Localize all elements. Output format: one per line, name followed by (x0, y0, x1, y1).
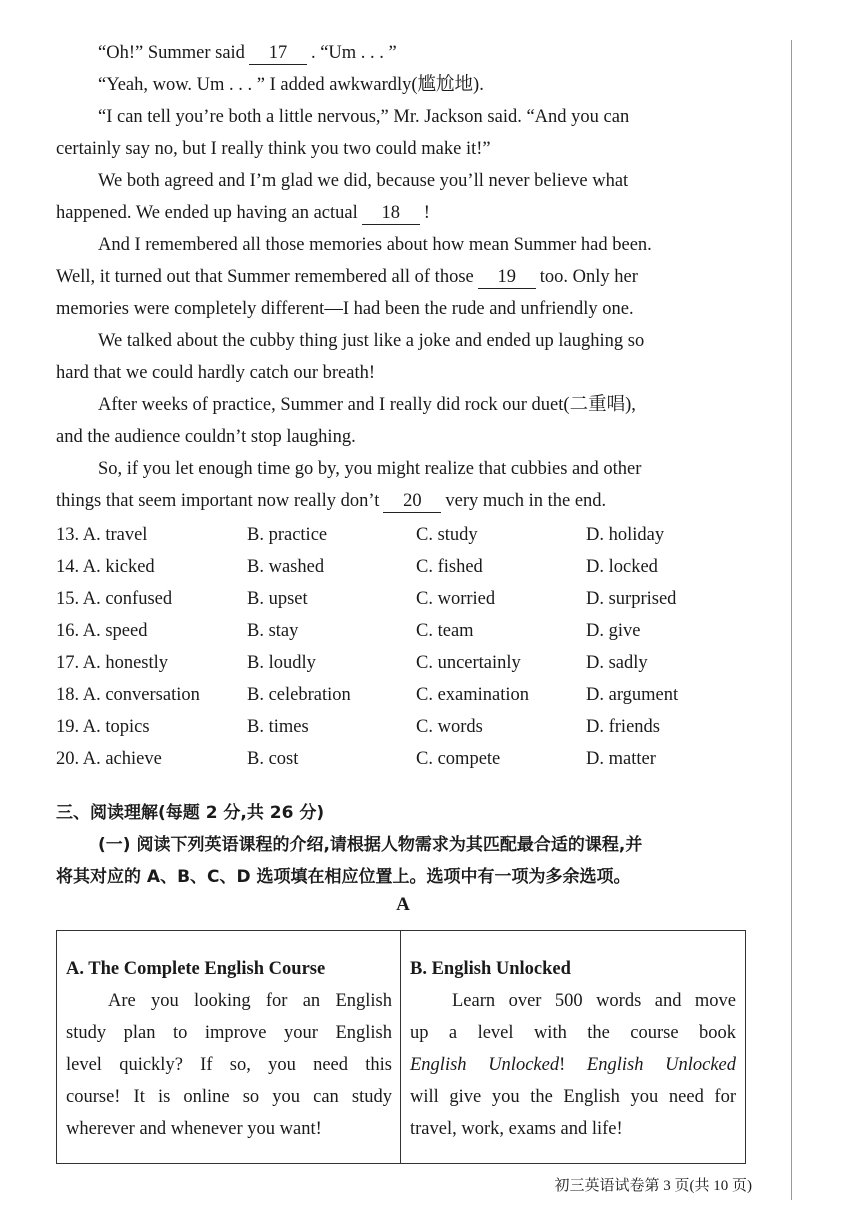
option-row (56, 615, 750, 647)
option-item: C. worried (416, 589, 496, 609)
option-item: 20. A. achieve (56, 749, 162, 769)
passage-line: After weeks of practice, Summer and I really did rock our duet(二重唱), (98, 395, 636, 415)
cloze-passage (56, 37, 750, 517)
option-item: B. cost (247, 749, 299, 769)
option-item: 13. A. travel (56, 525, 148, 545)
course-b-title: B. English Unlocked (410, 959, 571, 979)
option-item: B. times (247, 717, 309, 737)
option-item: C. team (416, 621, 474, 641)
option-row (56, 583, 750, 615)
option-row (56, 647, 750, 679)
passage-line: and the audience couldn’t stop laughing. (56, 427, 356, 447)
course-a-line: Are you looking for an English (108, 991, 392, 1011)
answer-blank: 19 (478, 266, 536, 289)
section-instruction-2: 将其对应的 A、B、C、D 选项填在相应位置上。选项中有一项为多余选项。 (56, 867, 631, 887)
margin-rule (791, 40, 792, 1200)
option-item: D. surprised (586, 589, 677, 609)
option-row (56, 679, 750, 711)
option-item: D. matter (586, 749, 656, 769)
option-item: D. give (586, 621, 641, 641)
option-row (56, 551, 750, 583)
option-item: B. stay (247, 621, 299, 641)
passage-line: “I can tell you’re both a little nervous,” Mr. Jackson said. “And you can (98, 107, 630, 127)
course-a-cell (57, 931, 401, 1163)
passage-line: certainly say no, but I really think you two could make it!” (56, 139, 491, 159)
passage-line: So, if you let enough time go by, you might realize that cubbies and other (98, 459, 642, 479)
option-item: C. words (416, 717, 483, 737)
option-item: D. friends (586, 717, 660, 737)
option-item: 18. A. conversation (56, 685, 200, 705)
passage-line: memories were completely different—I had been the rude and unfriendly one. (56, 299, 634, 319)
course-a-line: study plan to improve your English (66, 1023, 392, 1043)
course-a-line: wherever and whenever you want! (66, 1119, 322, 1139)
course-b-line: up a level with the course book (410, 1023, 736, 1043)
passage-line: “Oh!” Summer said 17 . “Um . . . ” (98, 43, 397, 63)
passage-line: Well, it turned out that Summer remembered all of those 19 too. Only her (56, 267, 638, 287)
option-item: D. holiday (586, 525, 665, 545)
option-item: B. loudly (247, 653, 316, 673)
passage-line: hard that we could hardly catch our breath! (56, 363, 375, 383)
answer-blank: 18 (362, 202, 420, 225)
option-item: B. upset (247, 589, 308, 609)
option-item: C. study (416, 525, 478, 545)
course-b-line: Learn over 500 words and move (452, 991, 736, 1011)
option-item: B. washed (247, 557, 325, 577)
option-item: D. argument (586, 685, 679, 705)
answer-blank: 20 (383, 490, 441, 513)
option-item: C. fished (416, 557, 483, 577)
course-a-line: level quickly? If so, you need this (66, 1055, 392, 1075)
option-item: C. uncertainly (416, 653, 521, 673)
option-item: D. sadly (586, 653, 648, 673)
option-item: 15. A. confused (56, 589, 173, 609)
option-item: 16. A. speed (56, 621, 148, 641)
option-item: 19. A. topics (56, 717, 150, 737)
passage-line: “Yeah, wow. Um . . . ” I added awkwardly(尴尬地). (98, 75, 484, 95)
part-label: A (396, 894, 410, 915)
passage-line: We talked about the cubby thing just like a joke and ended up laughing so (98, 331, 645, 351)
option-item: C. compete (416, 749, 501, 769)
passage-line: And I remembered all those memories about how mean Summer had been. (98, 235, 652, 255)
course-b-line: will give you the English you need for (410, 1087, 736, 1107)
option-item: D. locked (586, 557, 658, 577)
course-table (56, 930, 746, 1164)
option-item: 14. A. kicked (56, 557, 155, 577)
answer-options (56, 519, 750, 775)
option-item: C. examination (416, 685, 530, 705)
section-title: 三、阅读理解(每题 2 分,共 26 分) (56, 803, 325, 823)
option-row (56, 519, 750, 551)
course-a-line: course! It is online so you can study (66, 1087, 392, 1107)
option-item: B. celebration (247, 685, 351, 705)
option-item: B. practice (247, 525, 328, 545)
course-a-title: A. The Complete English Course (66, 959, 326, 979)
page-footer: 初三英语试卷第 3 页(共 10 页) (554, 1178, 752, 1194)
answer-blank: 17 (249, 42, 307, 65)
passage-line: happened. We ended up having an actual 18 ! (56, 203, 430, 223)
passage-line: We both agreed and I’m glad we did, because you’ll never believe what (98, 171, 629, 191)
book-title: English Unlocked (586, 1055, 736, 1075)
option-item: 17. A. honestly (56, 653, 169, 673)
course-b-line: travel, work, exams and life! (410, 1119, 623, 1139)
passage-line: things that seem important now really don’t 20 very much in the end. (56, 491, 607, 511)
option-row (56, 743, 750, 775)
book-title: English Unlocked (410, 1055, 560, 1075)
course-b-text (410, 985, 736, 1145)
course-a-text (66, 985, 392, 1145)
section-instruction-1: (一) 阅读下列英语课程的介绍,请根据人物需求为其匹配最合适的课程,并 (98, 835, 643, 855)
option-row (56, 711, 750, 743)
course-b-cell (401, 931, 745, 1163)
course-b-line: English Unlocked! English Unlocked (410, 1055, 736, 1075)
